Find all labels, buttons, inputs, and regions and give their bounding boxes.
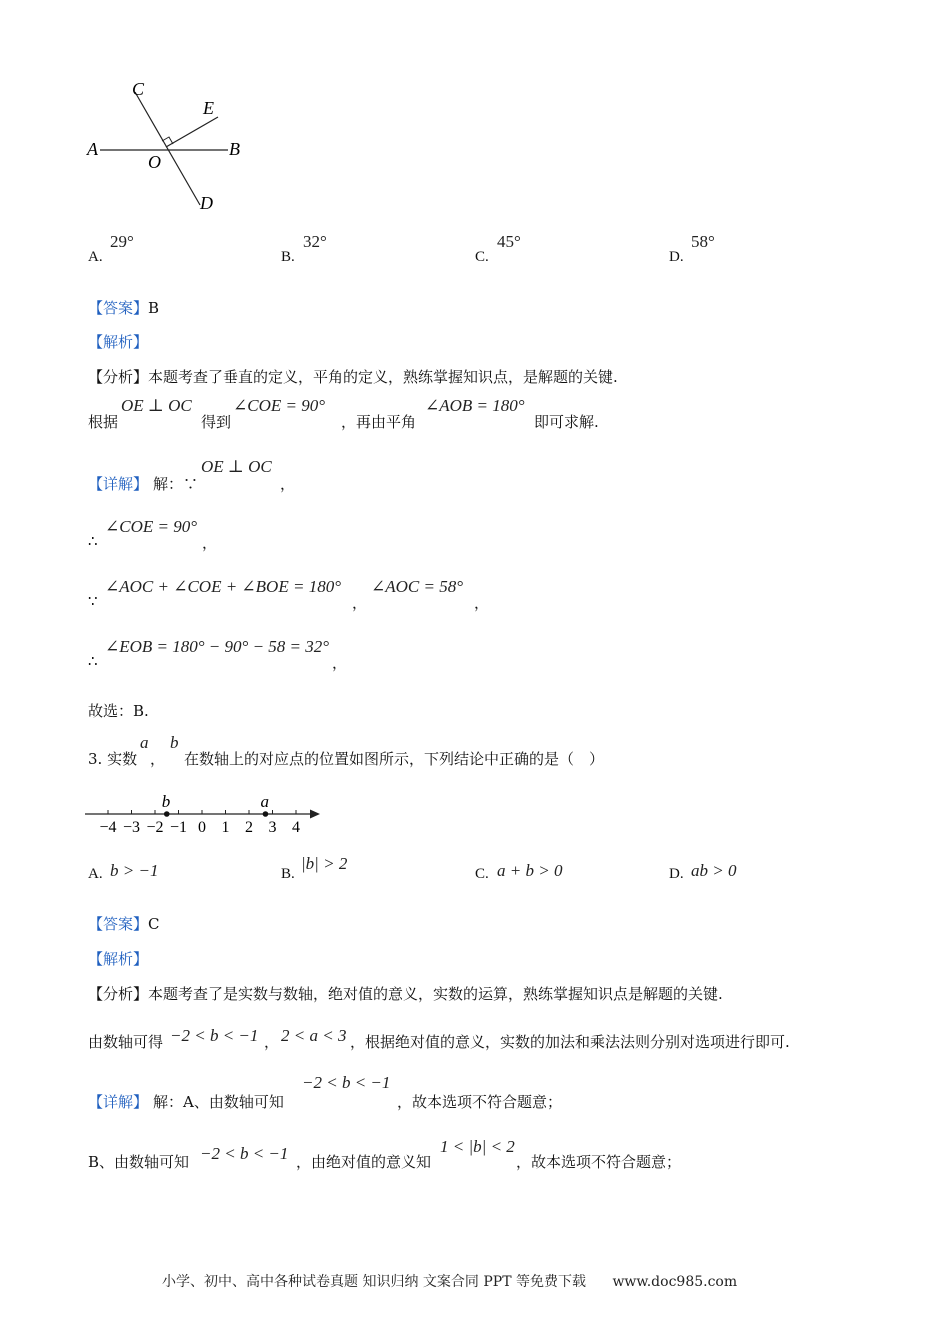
- number-line-tick-label: 1: [221, 819, 230, 836]
- q3-jiexi-tag: 【解析】: [88, 950, 149, 968]
- option-letter: B.: [281, 249, 295, 265]
- q3-l2-math-1: −2 < b < −1: [170, 1026, 259, 1045]
- q3-answer: [88, 913, 160, 934]
- q2-xiangjie-comma: ，: [280, 475, 296, 493]
- q2-l2-text-d: 即可求解.: [534, 413, 599, 431]
- q2-step2-math-2: ∠AOC = 58°: [371, 577, 464, 596]
- q2-final-choice: 故选：B.: [88, 702, 149, 720]
- q2-answer: [88, 297, 159, 318]
- option-value: 45°: [497, 232, 521, 251]
- footer-url[interactable]: www.doc985.com: [612, 1274, 738, 1290]
- number-line-tick-label: −1: [169, 819, 188, 836]
- option-letter: D.: [669, 249, 684, 265]
- option-value: 32°: [303, 232, 327, 251]
- fenxi-tag: 【分析】: [88, 368, 149, 386]
- label-d: D: [200, 193, 213, 213]
- q2-l2-math-2: ∠COE = 90°: [233, 396, 326, 415]
- q2-step3-end: ，: [332, 654, 348, 672]
- number-line-arrow: [310, 810, 320, 819]
- q3-var-a: a: [140, 733, 149, 752]
- q3-analysis: [88, 983, 723, 1004]
- number-line-tick-label: 0: [198, 819, 206, 836]
- q2-l2-text-c: ，再由平角: [341, 413, 417, 431]
- option-value: 58°: [691, 232, 715, 251]
- number-line-tick-label: 4: [292, 819, 300, 836]
- number-line-tick-label: 2: [245, 819, 253, 836]
- q2-step3-math: ∠EOB = 180° − 90° − 58 = 32°: [105, 637, 330, 656]
- q3-b-math-1: −2 < b < −1: [200, 1144, 289, 1163]
- q3-var-b: b: [170, 733, 179, 752]
- number-line-tick-label: −2: [146, 819, 164, 836]
- answer-tag: 【答案】: [88, 915, 149, 933]
- q3-b-text-a: B、由数轴可知: [88, 1153, 190, 1171]
- answer-value: C: [148, 915, 160, 933]
- option-expr: |b| > 2: [301, 854, 348, 873]
- label-o: O: [148, 152, 161, 172]
- q2-step2-symbol: ∵: [88, 592, 98, 610]
- label-a: A: [87, 139, 98, 159]
- q3-b-text-b: ，由绝对值的意义知: [296, 1153, 432, 1171]
- q2-step2-mid: ，: [352, 594, 368, 612]
- fenxi-text: 本题考查了是实数与数轴，绝对值的意义，实数的运算，熟练掌握知识点是解题的关键.: [148, 985, 723, 1003]
- q2-jiexi-tag: 【解析】: [88, 333, 149, 351]
- q3-stem-text: 在数轴上的对应点的位置如图所示，下列结论中正确的是（ ）: [184, 750, 605, 768]
- q2-l2-text-a: 根据: [88, 413, 119, 431]
- q2-l2-math-1: OE ⊥ OC: [121, 396, 192, 415]
- fenxi-text: 本题考查了垂直的定义，平角的定义，熟练掌握知识点，是解题的关键.: [148, 368, 618, 386]
- angle-figure: [80, 75, 270, 220]
- q2-l2-text-b: 得到: [201, 413, 232, 431]
- number-line: [80, 790, 330, 840]
- q2-step3-symbol: ∴: [88, 652, 98, 670]
- option-expr: a + b > 0: [497, 861, 563, 880]
- option-value: 29°: [110, 232, 134, 251]
- q2-step1-symbol: ∴: [88, 532, 98, 550]
- option-letter: A.: [88, 866, 103, 882]
- q3-xj-text-a: 解：A、由数轴可知: [153, 1093, 284, 1111]
- q3-l2-text-b: ，: [264, 1033, 280, 1051]
- answer-tag: 【答案】: [88, 299, 149, 317]
- option-letter: A.: [88, 249, 103, 265]
- option-letter: C.: [475, 249, 489, 265]
- q3-b-text-c: ，故本选项不符合题意；: [516, 1153, 682, 1171]
- point-a: [263, 811, 269, 817]
- q2-step2-math-1: ∠AOC + ∠COE + ∠BOE = 180°: [105, 577, 341, 596]
- fenxi-tag: 【分析】: [88, 985, 149, 1003]
- q3-number: 3. 实数: [88, 750, 138, 768]
- q3-l2-text-a: 由数轴可得: [88, 1033, 164, 1051]
- line-cd: [135, 92, 200, 205]
- option-expr: ab > 0: [691, 861, 737, 880]
- option-expr: b > −1: [110, 861, 159, 880]
- q3-b-math-2: 1 < |b| < 2: [440, 1137, 515, 1156]
- q2-step1-math: ∠COE = 90°: [105, 517, 198, 536]
- q2-step2-end: ，: [474, 594, 490, 612]
- number-line-tick-label: −3: [122, 819, 141, 836]
- point-b: [164, 811, 170, 817]
- label-b: B: [229, 139, 240, 159]
- answer-value: B: [148, 299, 160, 317]
- q2-step1-end: ，: [202, 534, 218, 552]
- q2-l2-math-3: ∠AOB = 180°: [425, 396, 525, 415]
- footer: [162, 1271, 737, 1291]
- point-a-label: a: [260, 792, 269, 811]
- q3-l2-math-2: 2 < a < 3: [281, 1026, 347, 1045]
- q2-analysis: [88, 366, 618, 387]
- option-letter: B.: [281, 866, 295, 882]
- option-letter: C.: [475, 866, 489, 882]
- footer-text: 小学、初中、高中各种试卷真题 知识归纳 文案合同 PPT 等免费下载: [162, 1274, 586, 1290]
- label-e: E: [203, 98, 214, 118]
- number-line-tick-label: −4: [99, 819, 117, 836]
- label-c: C: [132, 79, 145, 99]
- q2-xiangjie-text: 解：∵: [153, 475, 199, 493]
- option-letter: D.: [669, 866, 684, 882]
- q3-comma: ，: [150, 750, 166, 768]
- q2-xiangjie-tag: 【详解】: [88, 475, 149, 493]
- ray-oe: [166, 117, 218, 147]
- q3-xj-math: −2 < b < −1: [302, 1073, 391, 1092]
- q3-xiangjie-tag: 【详解】: [88, 1093, 149, 1111]
- number-line-tick-label: 3: [268, 819, 277, 836]
- point-b-label: b: [161, 792, 171, 811]
- q3-l2-text-c: ，根据绝对值的意义，实数的加法和乘法法则分别对选项进行即可.: [350, 1033, 790, 1051]
- q3-xj-text-b: ，故本选项不符合题意；: [397, 1093, 563, 1111]
- q2-xiangjie-math: OE ⊥ OC: [201, 457, 272, 476]
